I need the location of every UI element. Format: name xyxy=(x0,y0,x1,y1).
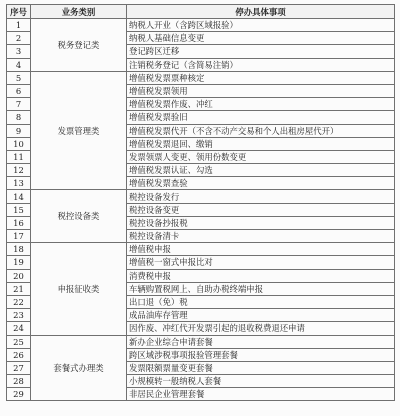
row-serial-number: 5 xyxy=(7,71,31,84)
suspended-item-cell: 纳税人基础信息变更 xyxy=(127,32,395,45)
row-serial-number: 2 xyxy=(7,32,31,45)
row-serial-number: 10 xyxy=(7,137,31,150)
row-serial-number: 16 xyxy=(7,216,31,229)
table-body xyxy=(7,19,395,401)
suspended-item-cell: 税控设备发行 xyxy=(127,190,395,203)
suspended-item-cell: 增值税发票退回、缴销 xyxy=(127,137,395,150)
row-serial-number: 17 xyxy=(7,230,31,243)
table-row xyxy=(7,335,395,348)
row-serial-number: 19 xyxy=(7,256,31,269)
suspended-items-table xyxy=(6,4,395,401)
suspended-item-cell: 税控设备清卡 xyxy=(127,230,395,243)
suspended-item-cell: 纳税人开业（含跨区域报验） xyxy=(127,19,395,32)
category-cell: 税务登记类 xyxy=(31,19,127,72)
suspended-item-cell: 小规模转一般纳税人套餐 xyxy=(127,375,395,388)
suspended-item-cell: 成品油库存管理 xyxy=(127,309,395,322)
table-row xyxy=(7,19,395,32)
row-serial-number: 28 xyxy=(7,375,31,388)
suspended-item-cell: 增值税发票验旧 xyxy=(127,111,395,124)
suspended-item-cell: 新办企业综合申请套餐 xyxy=(127,335,395,348)
suspended-item-cell: 增值税发票查验 xyxy=(127,177,395,190)
suspended-item-cell: 增值税发票代开（不含不动产交易和个人出租房屋代开） xyxy=(127,124,395,137)
suspended-item-cell: 发票领票人变更、领用份数变更 xyxy=(127,150,395,163)
suspended-item-cell: 增值税发票作废、冲红 xyxy=(127,98,395,111)
suspended-item-cell: 增值税发票领用 xyxy=(127,84,395,97)
suspended-item-cell: 税控设备抄报税 xyxy=(127,216,395,229)
row-serial-number: 26 xyxy=(7,348,31,361)
category-cell: 税控设备类 xyxy=(31,190,127,243)
suspended-item-cell: 发票限额票量变更套餐 xyxy=(127,361,395,374)
row-serial-number: 22 xyxy=(7,295,31,308)
suspended-item-cell: 注销税务登记（含简易注销） xyxy=(127,58,395,71)
header-serial-number: 序号 xyxy=(7,5,31,19)
suspended-item-cell: 因作废、冲红代开发票引起的退收税费退还申请 xyxy=(127,322,395,335)
table-header-row xyxy=(7,5,395,19)
table-row xyxy=(7,243,395,256)
suspended-item-cell: 车辆购置税网上、自助办税终端申报 xyxy=(127,282,395,295)
row-serial-number: 6 xyxy=(7,84,31,97)
row-serial-number: 1 xyxy=(7,19,31,32)
category-cell: 申报征收类 xyxy=(31,243,127,335)
header-business-category: 业务类别 xyxy=(31,5,127,19)
category-cell: 套餐式办理类 xyxy=(31,335,127,401)
row-serial-number: 24 xyxy=(7,322,31,335)
row-serial-number: 14 xyxy=(7,190,31,203)
row-serial-number: 7 xyxy=(7,98,31,111)
row-serial-number: 8 xyxy=(7,111,31,124)
suspended-item-cell: 非居民企业管理套餐 xyxy=(127,388,395,401)
suspended-item-cell: 登记跨区迁移 xyxy=(127,45,395,58)
row-serial-number: 13 xyxy=(7,177,31,190)
row-serial-number: 12 xyxy=(7,164,31,177)
suspended-item-cell: 出口退（免）税 xyxy=(127,295,395,308)
suspended-item-cell: 增值税发票票种核定 xyxy=(127,71,395,84)
table-row xyxy=(7,71,395,84)
row-serial-number: 27 xyxy=(7,361,31,374)
row-serial-number: 21 xyxy=(7,282,31,295)
suspended-item-cell: 税控设备变更 xyxy=(127,203,395,216)
suspended-item-cell: 增值税申报 xyxy=(127,243,395,256)
row-serial-number: 18 xyxy=(7,243,31,256)
suspended-item-cell: 消费税申报 xyxy=(127,269,395,282)
table-row xyxy=(7,190,395,203)
row-serial-number: 3 xyxy=(7,45,31,58)
row-serial-number: 11 xyxy=(7,150,31,163)
row-serial-number: 25 xyxy=(7,335,31,348)
row-serial-number: 4 xyxy=(7,58,31,71)
row-serial-number: 15 xyxy=(7,203,31,216)
suspended-item-cell: 增值税一窗式申报比对 xyxy=(127,256,395,269)
header-suspended-item: 停办具体事项 xyxy=(127,5,395,19)
row-serial-number: 23 xyxy=(7,309,31,322)
category-cell: 发票管理类 xyxy=(31,71,127,190)
suspended-item-cell: 增值税发票认证、勾选 xyxy=(127,164,395,177)
row-serial-number: 29 xyxy=(7,388,31,401)
row-serial-number: 9 xyxy=(7,124,31,137)
suspended-item-cell: 跨区域涉税事项报验管理套餐 xyxy=(127,348,395,361)
row-serial-number: 20 xyxy=(7,269,31,282)
